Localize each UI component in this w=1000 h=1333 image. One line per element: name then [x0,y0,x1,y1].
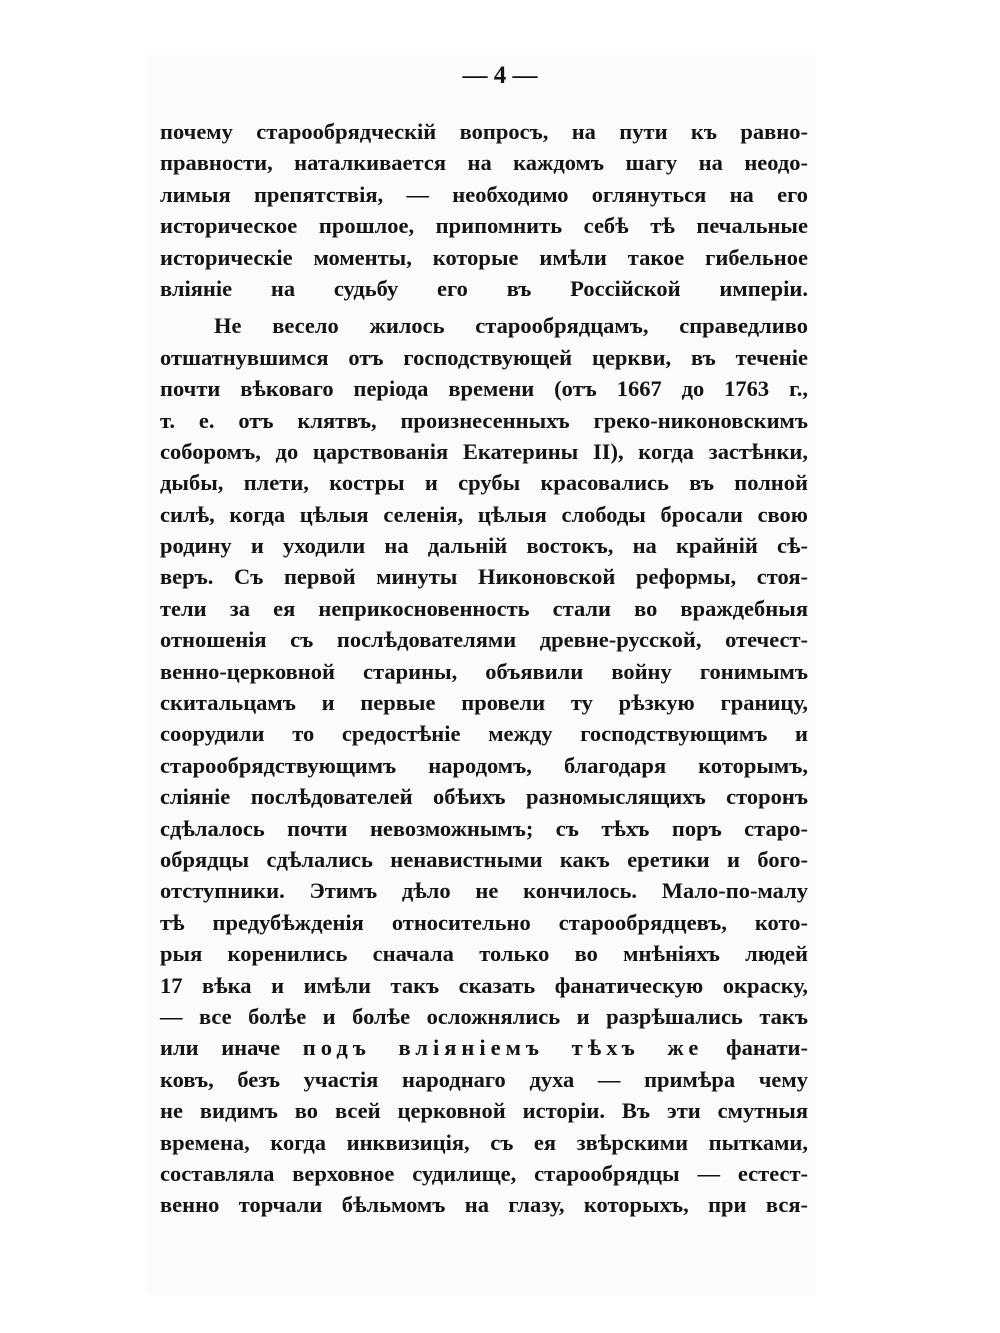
text-line: тѣ предубѣжденія относительно старообрядцевъ, кото- [160,909,808,935]
text-line: лимыя препятствія, — необходимо оглянуться на его [160,181,808,207]
text-line: — все болѣе и болѣе осложнялись и разрѣшались такъ [160,1003,808,1029]
text-line: венно торчали бѣльмомъ на глазу, которыхъ, при вся- [160,1192,808,1218]
text-line-spaced [160,1032,808,1063]
text-line: силѣ, когда цѣлыя селенія, цѣлыя слободы бросали свою [160,501,808,527]
text-line: рыя коренились сначала только во мнѣніяхъ людей [160,941,808,967]
paragraph-2-end [160,1064,808,1221]
text-line: тели за ея неприкосновенность стали во враждебныя [160,595,808,621]
text-line: времена, когда инквизиція, съ ея звѣрскими пытками, [160,1129,808,1155]
text-line: венно-церковной старины, объявили войну гонимымъ [160,658,808,684]
paragraph-2 [160,310,808,1032]
text-line: веръ. Съ первой минуты Никоновской реформы, стоя- [160,564,808,590]
paragraph-1 [160,116,808,304]
text-line: вліяніе на судьбу его въ Россійской имперіи. [160,275,808,301]
text-line: историческіе моменты, которые имѣли такое гибельное [160,244,808,270]
text-line: не видимъ во всей церковной исторіи. Въ эти смутныя [160,1098,808,1124]
text-line: обрядцы сдѣлались ненавистными какъ еретики и бого- [160,846,808,872]
text-line: составляла верховное судилище, старообрядцы — естест- [160,1160,808,1186]
text-line: историческое прошлое, припомнить себѣ тѣ печальные [160,213,808,239]
text-line: почти вѣковаго періода времени (отъ 1667 до 1763 г., [160,376,808,402]
text-line: отступники. Этимъ дѣло не кончилось. Мало-по-малу [160,878,808,904]
text-line: отношенія съ послѣдователями древне-русской, отечест- [160,627,808,653]
text-line: родину и уходили на дальній востокъ, на крайній сѣ- [160,533,808,559]
spaced-emphasis: подъ вліяніемъ тѣхъ же [302,1035,704,1061]
page-number: — 4 — [462,62,538,89]
text-line: соборомъ, до царствованія Екатерины II), когда застѣнки, [160,438,808,464]
text-line: скитальцамъ и первые провели ту рѣзкую границу, [160,690,808,716]
text-before-spaced: или иначе [160,1035,281,1061]
text-line: 17 вѣка и имѣли такъ сказать фанатическую окраску, [160,972,808,998]
text-line: соорудили то средостѣніе между господствующимъ и [160,721,808,747]
text-line: старообрядствующимъ народомъ, благодаря которымъ, [160,752,808,778]
text-line: Не весело жилось старообрядцамъ, справедливо [214,313,808,339]
text-after-spaced: фанати- [726,1035,809,1061]
text-line: почему старообрядческій вопросъ, на пути къ равно- [160,119,808,144]
text-line: сліяніе послѣдователей обѣихъ разномыслящихъ сторонъ [160,784,808,810]
text-line: отшатнувшимся отъ господствующей церкви, въ теченіе [160,344,808,370]
text-line: сдѣлалось почти невозможнымъ; съ тѣхъ поръ старо- [160,815,808,841]
text-line: дыбы, плети, костры и срубы красовались въ полной [160,470,808,496]
text-line: т. е. отъ клятвъ, произнесенныхъ греко-никоновскимъ [160,407,808,433]
body-text [160,116,808,1221]
text-line: правности, наталкивается на каждомъ шагу на неодо- [160,150,808,176]
text-line: ковъ, безъ участія народнаго духа — примѣра чему [160,1066,808,1092]
